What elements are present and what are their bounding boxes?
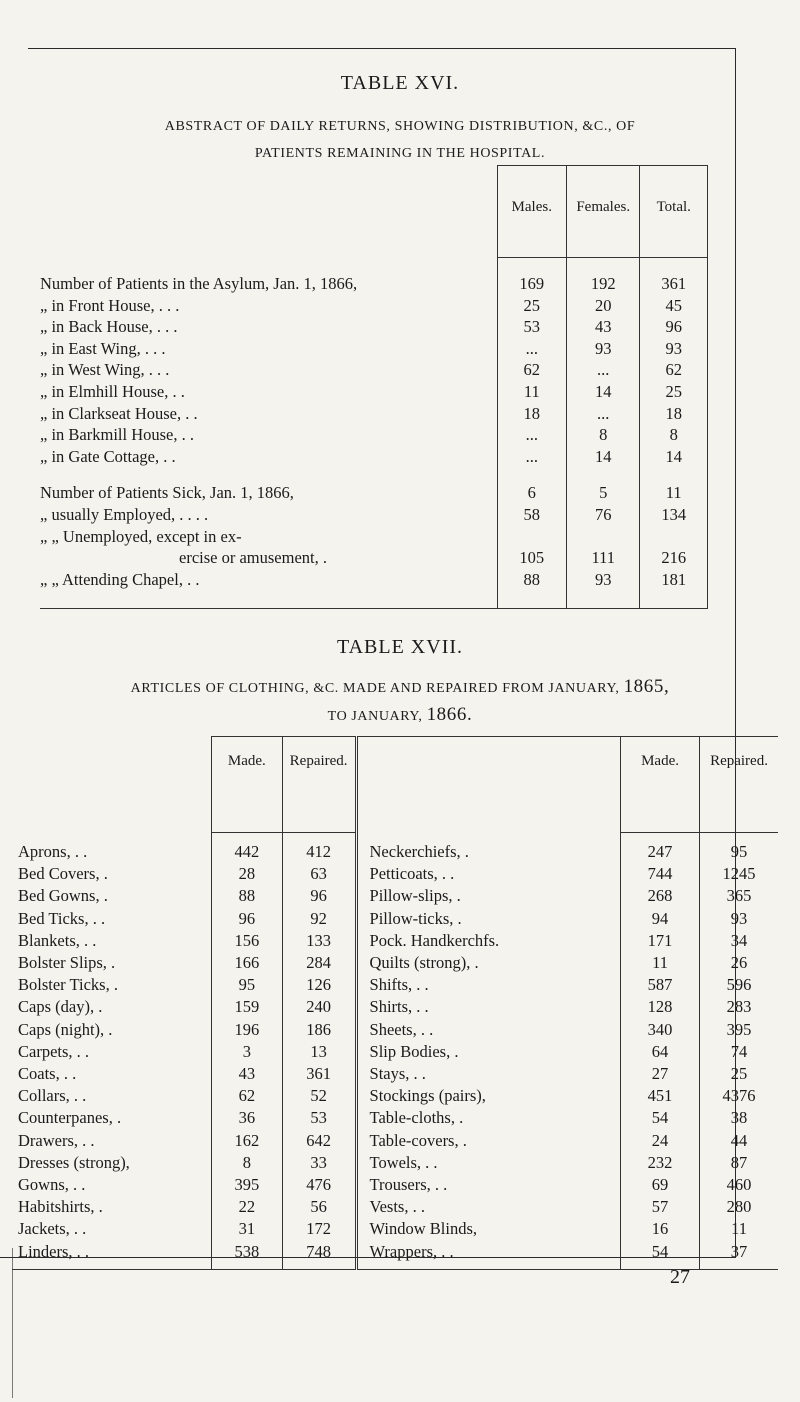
item-right: Wrappers, . . bbox=[356, 1241, 621, 1270]
header-repaired: Repaired. bbox=[282, 737, 356, 813]
made-left: 159 bbox=[211, 996, 282, 1018]
header-made: Made. bbox=[211, 737, 282, 813]
table17-title: TABLE XVII. bbox=[336, 636, 464, 658]
header-total: Total. bbox=[640, 166, 708, 258]
repaired-right: 365 bbox=[700, 885, 778, 907]
cell-males: ... bbox=[497, 446, 566, 468]
repaired-left: 186 bbox=[282, 1019, 356, 1041]
made-left: 162 bbox=[211, 1130, 282, 1152]
cell-females: 93 bbox=[566, 338, 640, 360]
repaired-right: 596 bbox=[700, 974, 778, 996]
header-females: Females. bbox=[566, 166, 640, 258]
table17-subtitle-1 bbox=[0, 676, 800, 698]
table-row bbox=[40, 569, 708, 591]
item-left: Caps (day), . bbox=[18, 997, 103, 1017]
table-row bbox=[12, 1152, 778, 1174]
repaired-right: 280 bbox=[700, 1196, 778, 1218]
cell-males: 88 bbox=[497, 569, 566, 591]
repaired-left: 33 bbox=[282, 1152, 356, 1174]
made-right: 27 bbox=[621, 1063, 700, 1085]
made-right: 247 bbox=[621, 841, 700, 863]
cell-females bbox=[566, 526, 640, 548]
cell-females: 5 bbox=[566, 482, 640, 504]
cell-total: 18 bbox=[640, 403, 708, 425]
header-males: Males. bbox=[497, 166, 566, 258]
repaired-right: 4376 bbox=[700, 1085, 778, 1107]
item-right: Slip Bodies, . bbox=[356, 1041, 621, 1063]
cell-total: 216 bbox=[640, 547, 708, 569]
item-right: Table-covers, . bbox=[356, 1130, 621, 1152]
page-number: 27 bbox=[670, 1266, 690, 1288]
cell-total: 62 bbox=[640, 359, 708, 381]
made-left: 31 bbox=[211, 1218, 282, 1240]
made-right: 232 bbox=[621, 1152, 700, 1174]
row-label: „ in East Wing, . . . bbox=[40, 338, 166, 358]
cell-females: 20 bbox=[566, 295, 640, 317]
table-row bbox=[12, 1063, 778, 1085]
made-right: 171 bbox=[621, 930, 700, 952]
repaired-left: 133 bbox=[282, 930, 356, 952]
cell-total: 134 bbox=[640, 504, 708, 526]
table-row bbox=[40, 316, 708, 338]
repaired-left: 13 bbox=[282, 1041, 356, 1063]
table17-subtitle-to: TO JANUARY, bbox=[327, 709, 423, 724]
item-left: Bed Gowns, . bbox=[18, 886, 108, 906]
repaired-right: 87 bbox=[700, 1152, 778, 1174]
made-left: 8 bbox=[211, 1152, 282, 1174]
made-right: 64 bbox=[621, 1041, 700, 1063]
repaired-right: 74 bbox=[700, 1041, 778, 1063]
table-row bbox=[12, 1019, 778, 1041]
table-row bbox=[12, 1130, 778, 1152]
table-row bbox=[12, 908, 778, 930]
repaired-right: 1245 bbox=[700, 863, 778, 885]
row-label: „ usually Employed, . . . . bbox=[40, 504, 209, 524]
repaired-left: 92 bbox=[282, 908, 356, 930]
table17-subtitle-2 bbox=[0, 704, 800, 726]
item-left: Drawers, . . bbox=[18, 1130, 95, 1150]
repaired-right: 93 bbox=[700, 908, 778, 930]
made-right: 744 bbox=[621, 863, 700, 885]
item-left: Bed Covers, . bbox=[18, 864, 108, 884]
made-right: 340 bbox=[621, 1019, 700, 1041]
item-right: Stays, . . bbox=[356, 1063, 621, 1085]
item-right: Sheets, . . bbox=[356, 1019, 621, 1041]
cell-males: ... bbox=[497, 338, 566, 360]
made-left: 88 bbox=[211, 885, 282, 907]
item-right: Petticoats, . . bbox=[356, 863, 621, 885]
table-row bbox=[40, 359, 708, 381]
table-row bbox=[40, 295, 708, 317]
item-right: Vests, . . bbox=[356, 1196, 621, 1218]
made-right: 94 bbox=[621, 908, 700, 930]
cell-males: 25 bbox=[497, 295, 566, 317]
made-right: 451 bbox=[621, 1085, 700, 1107]
item-right: Window Blinds, bbox=[356, 1218, 621, 1240]
cell-females: ... bbox=[566, 359, 640, 381]
row-label: ercise or amusement, . bbox=[179, 548, 327, 568]
repaired-right: 44 bbox=[700, 1130, 778, 1152]
made-left: 156 bbox=[211, 930, 282, 952]
table-row bbox=[40, 273, 708, 295]
cell-total: 8 bbox=[640, 424, 708, 446]
repaired-right: 395 bbox=[700, 1019, 778, 1041]
table-row bbox=[12, 1196, 778, 1218]
made-left: 196 bbox=[211, 1019, 282, 1041]
repaired-right: 37 bbox=[700, 1241, 778, 1270]
item-left: Bolster Ticks, . bbox=[18, 975, 118, 995]
made-right: 54 bbox=[621, 1107, 700, 1129]
repaired-right: 283 bbox=[700, 996, 778, 1018]
table16-subtitle-2: PATIENTS REMAINING IN THE HOSPITAL. bbox=[254, 146, 546, 161]
repaired-left: 56 bbox=[282, 1196, 356, 1218]
made-left: 3 bbox=[211, 1041, 282, 1063]
table-row bbox=[40, 424, 708, 446]
row-label: Number of Patients in the Asylum, Jan. 1, 1866, bbox=[40, 274, 358, 293]
made-left: 95 bbox=[211, 974, 282, 996]
table-row bbox=[40, 504, 708, 526]
item-right: Pillow-ticks, . bbox=[356, 908, 621, 930]
row-label: „ in Gate Cottage, . . bbox=[40, 446, 176, 466]
item-right: Stockings (pairs), bbox=[356, 1085, 621, 1107]
repaired-right: 34 bbox=[700, 930, 778, 952]
item-left: Gowns, . . bbox=[18, 1175, 86, 1195]
repaired-left: 361 bbox=[282, 1063, 356, 1085]
made-left: 22 bbox=[211, 1196, 282, 1218]
made-left: 442 bbox=[211, 841, 282, 863]
table-row bbox=[40, 446, 708, 468]
repaired-left: 284 bbox=[282, 952, 356, 974]
repaired-left: 53 bbox=[282, 1107, 356, 1129]
cell-total: 96 bbox=[640, 316, 708, 338]
cell-females: 8 bbox=[566, 424, 640, 446]
table-row bbox=[12, 996, 778, 1018]
made-right: 11 bbox=[621, 952, 700, 974]
row-label: „ in West Wing, . . . bbox=[40, 360, 170, 380]
made-left: 166 bbox=[211, 952, 282, 974]
item-right: Shirts, . . bbox=[356, 996, 621, 1018]
cell-males: 105 bbox=[497, 547, 566, 569]
table-row bbox=[12, 1107, 778, 1129]
table16 bbox=[40, 165, 708, 609]
item-left: Jackets, . . bbox=[18, 1219, 87, 1239]
table-row bbox=[12, 863, 778, 885]
repaired-right: 25 bbox=[700, 1063, 778, 1085]
item-right: Quilts (strong), . bbox=[356, 952, 621, 974]
made-right: 268 bbox=[621, 885, 700, 907]
table-row bbox=[12, 930, 778, 952]
repaired-right: 38 bbox=[700, 1107, 778, 1129]
item-right: Trousers, . . bbox=[356, 1174, 621, 1196]
cell-males: 53 bbox=[497, 316, 566, 338]
cell-females: 192 bbox=[566, 273, 640, 295]
table-row bbox=[12, 841, 778, 863]
table16-corner bbox=[40, 166, 497, 258]
made-right: 128 bbox=[621, 996, 700, 1018]
cell-total: 181 bbox=[640, 569, 708, 591]
cell-total: 93 bbox=[640, 338, 708, 360]
table-row bbox=[12, 974, 778, 996]
table17-corner-left bbox=[12, 737, 211, 813]
repaired-right: 11 bbox=[700, 1218, 778, 1240]
repaired-left: 172 bbox=[282, 1218, 356, 1240]
repaired-left: 96 bbox=[282, 885, 356, 907]
cell-total: 361 bbox=[640, 273, 708, 295]
item-left: Bolster Slips, . bbox=[18, 953, 116, 973]
table-row bbox=[40, 381, 708, 403]
row-label: „ in Elmhill House, . . bbox=[40, 381, 185, 401]
repaired-left: 748 bbox=[282, 1241, 356, 1270]
table16-title: TABLE XVI. bbox=[340, 72, 460, 94]
table17-subtitle-year2: 1866. bbox=[426, 704, 473, 725]
table-row bbox=[40, 403, 708, 425]
item-left: Linders, . . bbox=[12, 1241, 211, 1270]
row-label: „ „ Unemployed, except in ex- bbox=[40, 526, 242, 546]
made-left: 395 bbox=[211, 1174, 282, 1196]
row-label: Number of Patients Sick, Jan. 1, 1866, bbox=[40, 483, 294, 503]
item-left: Blankets, . . bbox=[18, 930, 97, 950]
row-label: „ „ Attending Chapel, . . bbox=[40, 569, 200, 589]
row-label: „ in Clarkseat House, . . bbox=[40, 403, 198, 423]
made-left: 43 bbox=[211, 1063, 282, 1085]
table-row bbox=[12, 952, 778, 974]
repaired-right: 95 bbox=[700, 841, 778, 863]
table-row bbox=[40, 482, 708, 504]
cell-females: 111 bbox=[566, 547, 640, 569]
made-right: 16 bbox=[621, 1218, 700, 1240]
cell-females: ... bbox=[566, 403, 640, 425]
cell-total: 25 bbox=[640, 381, 708, 403]
cell-females: 93 bbox=[566, 569, 640, 591]
repaired-left: 52 bbox=[282, 1085, 356, 1107]
item-left: Caps (night), . bbox=[18, 1019, 113, 1039]
table-row bbox=[12, 1218, 778, 1240]
made-left: 36 bbox=[211, 1107, 282, 1129]
repaired-left: 63 bbox=[282, 863, 356, 885]
cell-females: 76 bbox=[566, 504, 640, 526]
cell-total bbox=[640, 526, 708, 548]
item-left: Collars, . . bbox=[18, 1086, 87, 1106]
cell-males: 11 bbox=[497, 381, 566, 403]
table17-subtitle-year1: 1865, bbox=[623, 676, 670, 697]
made-right: 587 bbox=[621, 974, 700, 996]
cell-males: 58 bbox=[497, 504, 566, 526]
repaired-left: 412 bbox=[282, 841, 356, 863]
table17-subtitle-text: ARTICLES OF CLOTHING, &C. MADE AND REPAIRED FROM JANUARY, bbox=[130, 681, 620, 696]
table-row bbox=[40, 547, 708, 569]
header-repaired-2: Repaired. bbox=[700, 737, 778, 813]
table-row bbox=[12, 1085, 778, 1107]
repaired-left: 642 bbox=[282, 1130, 356, 1152]
made-right: 54 bbox=[621, 1241, 700, 1270]
row-label: „ in Barkmill House, . . bbox=[40, 425, 194, 445]
page-frame-left bbox=[12, 1248, 13, 1398]
made-left: 28 bbox=[211, 863, 282, 885]
cell-males: 169 bbox=[497, 273, 566, 295]
made-left: 538 bbox=[211, 1241, 282, 1270]
cell-males: 62 bbox=[497, 359, 566, 381]
item-left: Carpets, . . bbox=[18, 1041, 90, 1061]
item-right: Neckerchiefs, . bbox=[356, 841, 621, 863]
item-right: Pillow-slips, . bbox=[356, 885, 621, 907]
cell-males: ... bbox=[497, 424, 566, 446]
repaired-right: 460 bbox=[700, 1174, 778, 1196]
table-row bbox=[12, 1041, 778, 1063]
row-label: „ in Front House, . . . bbox=[40, 295, 180, 315]
table-row bbox=[12, 885, 778, 907]
cell-males bbox=[497, 526, 566, 548]
table-row bbox=[40, 338, 708, 360]
item-left: Bed Ticks, . . bbox=[18, 908, 106, 928]
repaired-left: 126 bbox=[282, 974, 356, 996]
table17-corner-right bbox=[356, 737, 621, 813]
row-label: „ in Back House, . . . bbox=[40, 317, 178, 337]
cell-total: 45 bbox=[640, 295, 708, 317]
table-row bbox=[12, 1174, 778, 1196]
item-left: Coats, . . bbox=[18, 1064, 77, 1084]
item-left: Dresses (strong), bbox=[18, 1152, 130, 1172]
item-left: Aprons, . . bbox=[18, 842, 88, 861]
repaired-left: 476 bbox=[282, 1174, 356, 1196]
cell-males: 18 bbox=[497, 403, 566, 425]
made-right: 57 bbox=[621, 1196, 700, 1218]
cell-females: 14 bbox=[566, 381, 640, 403]
cell-females: 14 bbox=[566, 446, 640, 468]
table-row bbox=[12, 1241, 778, 1270]
cell-total: 11 bbox=[640, 482, 708, 504]
table-row bbox=[40, 526, 708, 548]
item-right: Table-cloths, . bbox=[356, 1107, 621, 1129]
cell-males: 6 bbox=[497, 482, 566, 504]
page-frame-top bbox=[28, 48, 736, 49]
item-right: Pock. Handkerchfs. bbox=[356, 930, 621, 952]
made-left: 96 bbox=[211, 908, 282, 930]
table16-subtitle-1: ABSTRACT OF DAILY RETURNS, SHOWING DISTRIBUTION, &C., OF bbox=[164, 119, 636, 134]
item-right: Towels, . . bbox=[356, 1152, 621, 1174]
repaired-left: 240 bbox=[282, 996, 356, 1018]
cell-total: 14 bbox=[640, 446, 708, 468]
item-left: Counterpanes, . bbox=[18, 1108, 122, 1128]
repaired-right: 26 bbox=[700, 952, 778, 974]
item-left: Habitshirts, . bbox=[18, 1197, 103, 1217]
cell-females: 43 bbox=[566, 316, 640, 338]
item-right: Shifts, . . bbox=[356, 974, 621, 996]
made-left: 62 bbox=[211, 1085, 282, 1107]
table17 bbox=[12, 736, 778, 1270]
made-right: 69 bbox=[621, 1174, 700, 1196]
header-made-2: Made. bbox=[621, 737, 700, 813]
made-right: 24 bbox=[621, 1130, 700, 1152]
